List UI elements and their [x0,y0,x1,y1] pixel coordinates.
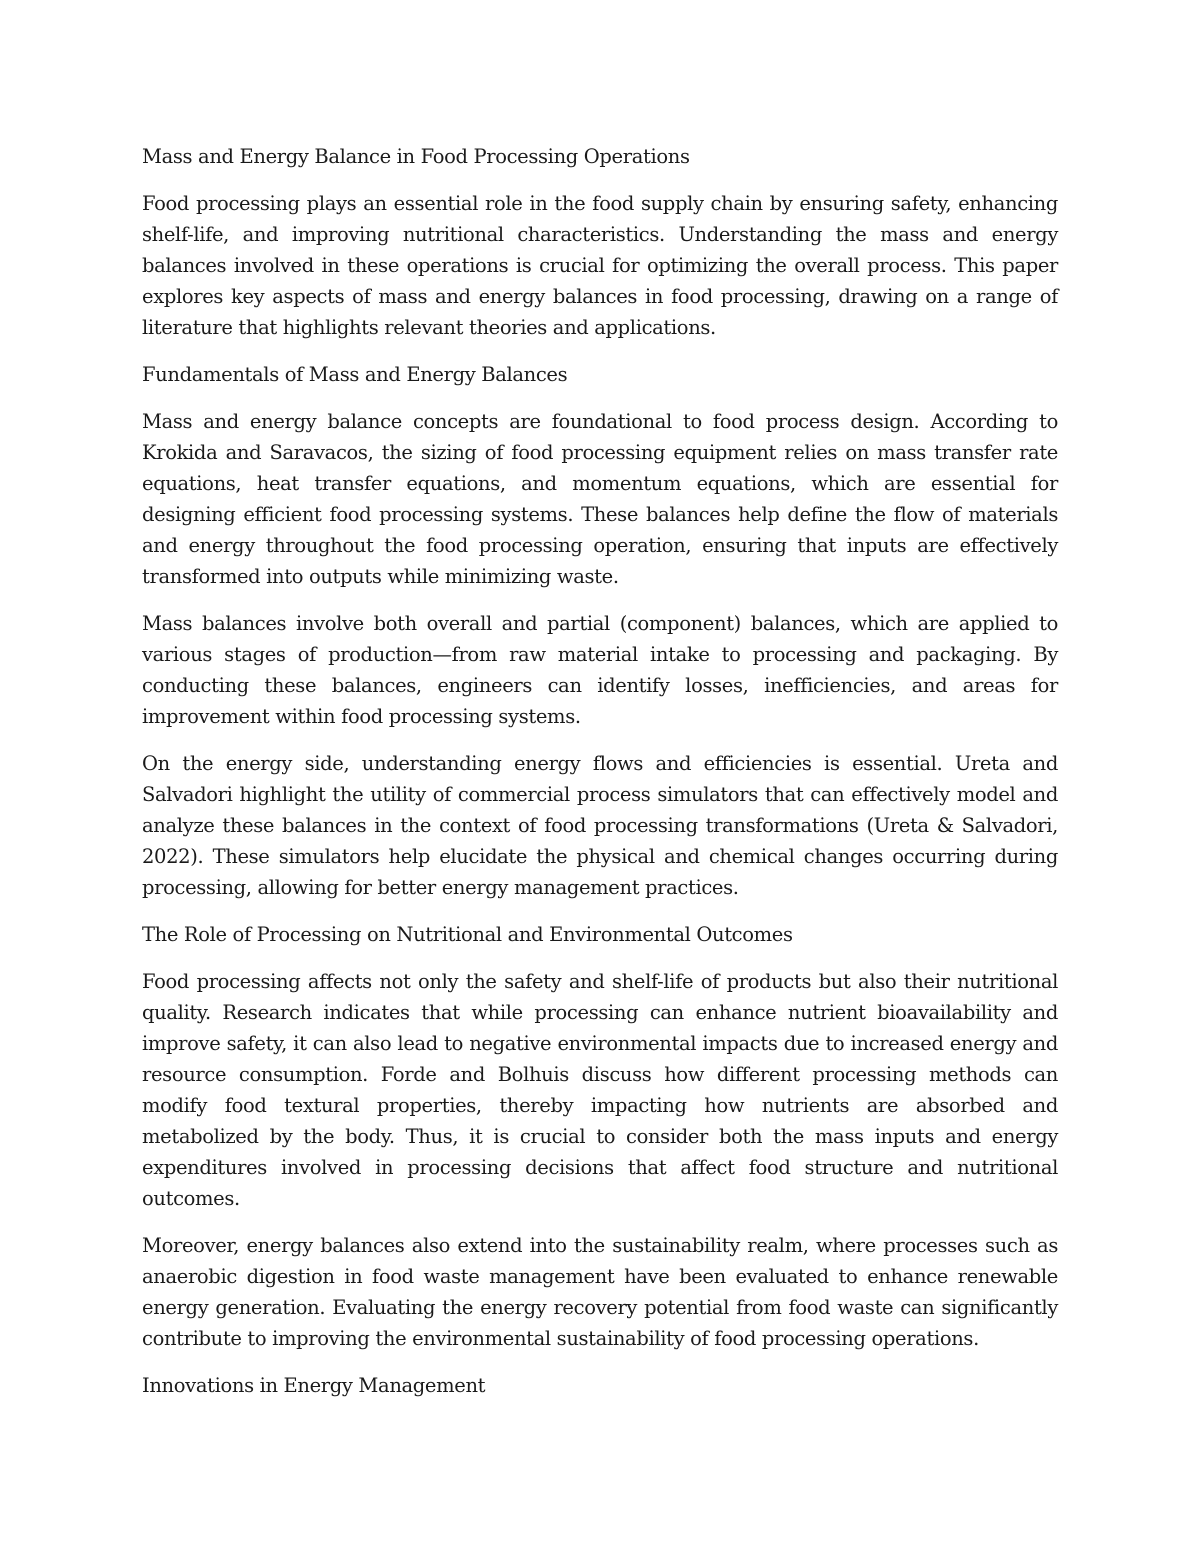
document-title: Mass and Energy Balance in Food Processing Operations [142,145,690,168]
paragraph: Mass and energy balance concepts are foundational to food process design. According to Krokida and Saravacos, the sizing of food processing equipment relies on mass transfer rate equations, heat transfer equations, and momentum equations, which are essential for designing efficient food processing systems. These balances help define the flow of materials and energy throughout the food processing operation, ensuring that inputs are effectively transformed into outputs while minimizing waste. [142,410,1058,588]
paragraph: On the energy side, understanding energy flows and efficiencies is essential. Ureta and Salvadori highlight the utility of commercial process simulators that can effectively model and analyze these balances in the context of food processing transformations (Ureta & Salvadori, 2022). These simulators help elucidate the physical and chemical changes occurring during processing, allowing for better energy management practices. [142,752,1058,899]
section-heading-fundamentals: Fundamentals of Mass and Energy Balances [142,363,568,386]
document-page [142,141,1058,1417]
section-heading-role-of-processing: The Role of Processing on Nutritional and Environmental Outcomes [142,923,793,946]
intro-paragraph: Food processing plays an essential role in the food supply chain by ensuring safety, enhancing shelf-life, and improving nutritional characteristics. Understanding the mass and energy balances involved in these operations is crucial for optimizing the overall process. This paper explores key aspects of mass and energy balances in food processing, drawing on a range of literature that highlights relevant theories and applications. [142,192,1058,339]
paragraph: Mass balances involve both overall and partial (component) balances, which are applied to various stages of production—from raw material intake to processing and packaging. By conducting these balances, engineers can identify losses, inefficiencies, and areas for improvement within food processing systems. [142,612,1058,728]
paragraph: Moreover, energy balances also extend into the sustainability realm, where processes such as anaerobic digestion in food waste management have been evaluated to enhance renewable energy generation. Evaluating the energy recovery potential from food waste can significantly contribute to improving the environmental sustainability of food processing operations. [142,1234,1058,1350]
section-heading-innovations: Innovations in Energy Management [142,1374,486,1397]
paragraph: Food processing affects not only the safety and shelf-life of products but also their nutritional quality. Research indicates that while processing can enhance nutrient bioavailability and improve safety, it can also lead to negative environmental impacts due to increased energy and resource consumption. Forde and Bolhuis discuss how different processing methods can modify food textural properties, thereby impacting how nutrients are absorbed and metabolized by the body. Thus, it is crucial to consider both the mass inputs and energy expenditures involved in processing decisions that affect food structure and nutritional outcomes. [142,970,1058,1210]
